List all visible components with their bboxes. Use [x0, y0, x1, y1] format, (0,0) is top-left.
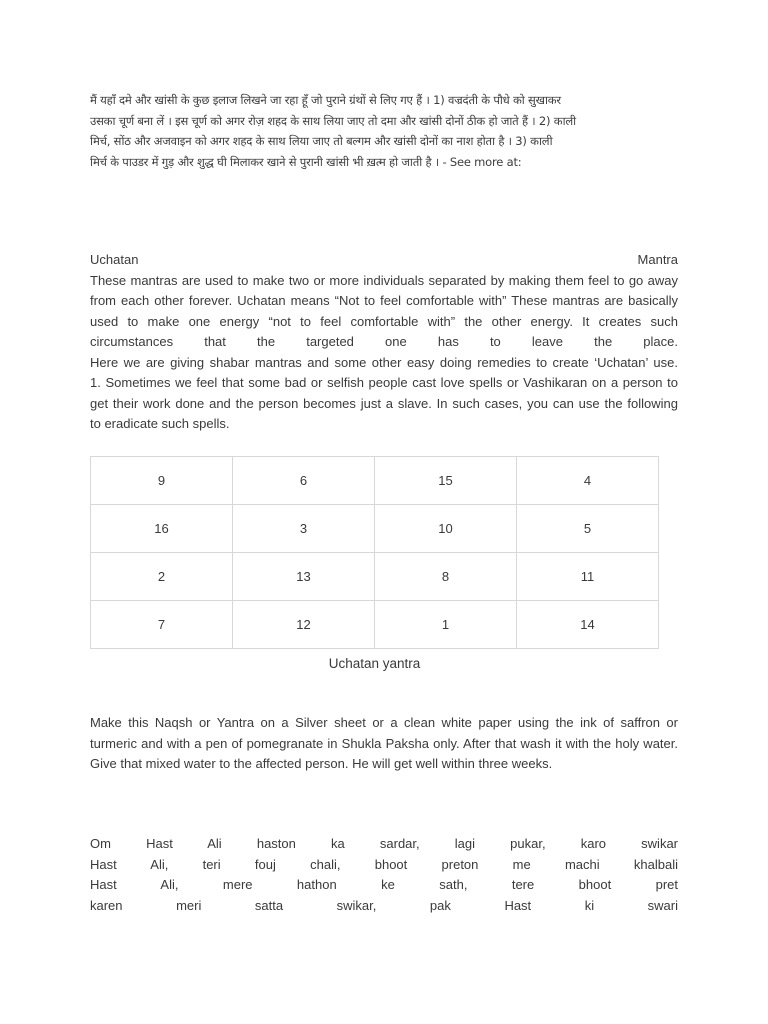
- mantra-line: Hast Ali, mere hathon ke sath, tere bhoot pret: [90, 877, 678, 892]
- table-cell: 14: [517, 601, 659, 649]
- hindi-line: मैं यहाँ दमे और खांसी के कुछ इलाज लिखने जा रहा हूँ जो पुराने ग्रंथों से लिए गए हैं । 1) वज्रदंती के पौधे को सुखाकर: [90, 93, 561, 107]
- intro-heading-line: Uchatan Mantra: [90, 252, 678, 267]
- table-row: [91, 505, 659, 553]
- mantra-line: Hast Ali, teri fouj chali, bhoot preton me machi khalbali: [90, 856, 678, 872]
- table-cell: 5: [517, 505, 659, 553]
- intro-line: These mantras are used to make two or more individuals separated by making them feel to go away: [90, 272, 678, 288]
- hindi-line: मिर्च, सोंठ और अजवाइन को अगर शहद के साथ लिया जाए तो बल्गम और खांसी दोनों का नाश होता है । 3) काली: [90, 134, 553, 148]
- intro-line: to eradicate such spells.: [90, 416, 230, 431]
- table-cell: 12: [233, 601, 375, 649]
- table-cell: 6: [233, 457, 375, 505]
- table-caption: Uchatan yantra: [328, 656, 421, 671]
- intro-line: circumstances that the targeted one has to leave the place.: [90, 334, 678, 349]
- table-cell: 11: [517, 553, 659, 601]
- instructions-paragraph: [90, 713, 678, 775]
- table-cell: 8: [375, 553, 517, 601]
- table-row: [91, 553, 659, 601]
- yantra-table: [90, 456, 659, 649]
- mantra-line: Om Hast Ali haston ka sardar, lagi pukar, karo swikar: [90, 836, 678, 851]
- instructions-line: turmeric and with a pen of pomegranate in Shukla Paksha only. After that wash it with the holy water.: [90, 735, 678, 751]
- table-row: [91, 601, 659, 649]
- table-cell: 4: [517, 457, 659, 505]
- table-cell: 16: [91, 505, 233, 553]
- table-cell: 1: [375, 601, 517, 649]
- table-cell: 2: [91, 553, 233, 601]
- intro-line: get their work done and the person becomes just a slave. In such cases, you can use the following: [90, 395, 678, 411]
- table-cell: 15: [375, 457, 517, 505]
- intro-line: 1. Sometimes we feel that some bad or selfish people cast love spells or Vashikaran on a person to: [90, 375, 678, 390]
- mantra-paragraph: [90, 834, 678, 916]
- instructions-line: Give that mixed water to the affected person. He will get well within three weeks.: [90, 756, 553, 771]
- hindi-line: उसका चूर्ण बना लें । इस चूर्ण को अगर रोज़ शहद के साथ लिया जाए तो दमा और खांसी दोनों ठीक हो जाते हैं । 2) काली: [90, 113, 576, 128]
- table-cell: 3: [233, 505, 375, 553]
- hindi-paragraph: [90, 90, 678, 172]
- mantra-line: karen meri satta swikar, pak Hast ki swari: [90, 897, 678, 913]
- intro-paragraph: [90, 250, 678, 435]
- table-row: [91, 457, 659, 505]
- intro-line: used to make one energy “not to feel comfortable with” the other energy. It creates such: [90, 313, 678, 329]
- table-cell: 13: [233, 553, 375, 601]
- table-cell: 9: [91, 457, 233, 505]
- intro-line: from each other forever. Uchatan means “Not to feel comfortable with” These mantras are basically: [90, 293, 678, 308]
- hindi-line: मिर्च के पाउडर में गुड़ और शुद्ध घी मिलाकर खाने से पुरानी खांसी भी ख़त्म हो जाती है । - See more at:: [90, 154, 522, 169]
- instructions-line: Make this Naqsh or Yantra on a Silver sheet or a clean white paper using the ink of saffron or: [90, 715, 678, 730]
- intro-line: Here we are giving shabar mantras and some other easy doing remedies to create ‘Uchatan’ use.: [90, 354, 678, 370]
- table-cell: 7: [91, 601, 233, 649]
- table-cell: 10: [375, 505, 517, 553]
